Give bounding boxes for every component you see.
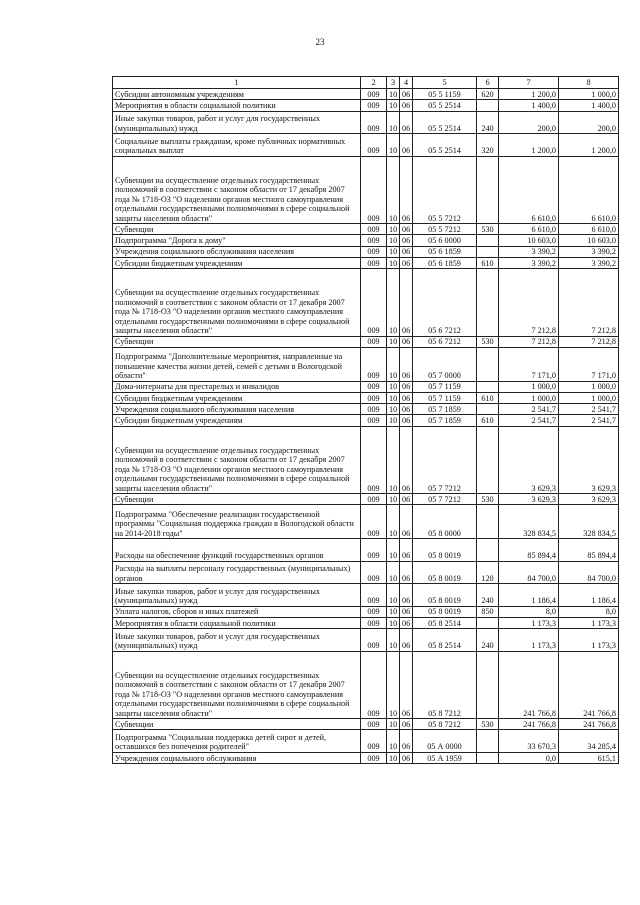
table-body	[113, 89, 619, 764]
row-subsection-cell: 06	[400, 494, 413, 505]
row-name-cell: Субсидии автономным учреждениям	[113, 89, 361, 100]
table-row	[113, 100, 619, 111]
row-expense-type-cell: 530	[477, 719, 499, 730]
row-amount-1-cell: 241 766,8	[499, 719, 559, 730]
row-admin-code-cell: 009	[361, 235, 387, 246]
row-expense-type-cell: 850	[477, 606, 499, 617]
row-expense-type-cell	[477, 269, 499, 337]
row-amount-2-cell: 10 603,0	[559, 235, 619, 246]
row-expense-type-cell	[477, 347, 499, 381]
row-target-code-cell: 05 7 0000	[413, 347, 477, 381]
row-subsection-cell: 06	[400, 224, 413, 235]
row-section-cell: 10	[387, 392, 400, 403]
row-amount-2-cell: 1 000,0	[559, 392, 619, 403]
row-admin-code-cell: 009	[361, 606, 387, 617]
table-row	[113, 752, 619, 763]
row-subsection-cell: 06	[400, 606, 413, 617]
row-section-cell: 10	[387, 246, 400, 257]
row-subsection-cell: 06	[400, 381, 413, 392]
row-target-code-cell: 05 8 0019	[413, 539, 477, 562]
row-expense-type-cell	[477, 426, 499, 494]
row-section-cell: 10	[387, 752, 400, 763]
row-expense-type-cell: 620	[477, 89, 499, 100]
row-name-cell: Расходы на выплаты персоналу государственных (муниципальных) органов	[113, 561, 361, 584]
row-amount-2-cell: 8,0	[559, 606, 619, 617]
row-section-cell: 10	[387, 617, 400, 628]
row-name-cell: Субвенции на осуществление отдельных государственных полномочий в соответствии с законом области от 17 декабря 2007 года № 1718-ОЗ "О наделении органов местного самоуправления отдельными государственными полномочиями в сфере социальной защиты населения области"	[113, 156, 361, 224]
row-target-code-cell: 05 6 7212	[413, 336, 477, 347]
header-cell: 7	[499, 77, 559, 89]
row-name-cell: Субвенции	[113, 719, 361, 730]
row-target-code-cell: 05 5 2514	[413, 100, 477, 111]
table-row	[113, 224, 619, 235]
table-row	[113, 392, 619, 403]
row-target-code-cell: 05 7 1859	[413, 415, 477, 426]
row-expense-type-cell	[477, 156, 499, 224]
row-subsection-cell: 06	[400, 505, 413, 539]
row-amount-1-cell: 84 700,0	[499, 561, 559, 584]
row-target-code-cell: 05 8 7212	[413, 719, 477, 730]
table-row	[113, 134, 619, 157]
row-admin-code-cell: 009	[361, 89, 387, 100]
row-admin-code-cell: 009	[361, 730, 387, 753]
row-name-cell: Учреждения социального обслуживания населения	[113, 404, 361, 415]
row-amount-2-cell: 7 171,0	[559, 347, 619, 381]
row-section-cell: 10	[387, 156, 400, 224]
row-section-cell: 10	[387, 257, 400, 268]
row-target-code-cell: 05 8 0019	[413, 561, 477, 584]
row-target-code-cell: 05 8 7212	[413, 651, 477, 719]
row-amount-1-cell: 3 629,3	[499, 494, 559, 505]
row-amount-2-cell: 1 173,3	[559, 617, 619, 628]
row-target-code-cell: 05 7 7212	[413, 426, 477, 494]
table-row	[113, 404, 619, 415]
row-admin-code-cell: 009	[361, 111, 387, 134]
row-subsection-cell: 06	[400, 651, 413, 719]
row-expense-type-cell: 610	[477, 392, 499, 403]
row-admin-code-cell: 009	[361, 561, 387, 584]
row-subsection-cell: 06	[400, 246, 413, 257]
row-name-cell: Субвенции	[113, 224, 361, 235]
row-expense-type-cell	[477, 617, 499, 628]
row-subsection-cell: 06	[400, 336, 413, 347]
row-amount-1-cell: 6 610,0	[499, 224, 559, 235]
row-expense-type-cell	[477, 246, 499, 257]
row-amount-2-cell: 3 390,2	[559, 257, 619, 268]
row-admin-code-cell: 009	[361, 381, 387, 392]
row-admin-code-cell: 009	[361, 246, 387, 257]
row-expense-type-cell	[477, 100, 499, 111]
row-section-cell: 10	[387, 730, 400, 753]
row-target-code-cell: 05 8 2514	[413, 629, 477, 652]
table-row	[113, 505, 619, 539]
row-subsection-cell: 06	[400, 539, 413, 562]
row-expense-type-cell: 120	[477, 561, 499, 584]
row-expense-type-cell: 320	[477, 134, 499, 157]
row-expense-type-cell	[477, 539, 499, 562]
row-admin-code-cell: 009	[361, 617, 387, 628]
row-admin-code-cell: 009	[361, 392, 387, 403]
row-amount-1-cell: 1 400,0	[499, 100, 559, 111]
row-amount-1-cell: 328 834,5	[499, 505, 559, 539]
row-subsection-cell: 06	[400, 584, 413, 607]
row-subsection-cell: 06	[400, 719, 413, 730]
row-admin-code-cell: 009	[361, 752, 387, 763]
row-subsection-cell: 06	[400, 415, 413, 426]
row-target-code-cell: 05 5 2514	[413, 134, 477, 157]
header-cell: 1	[113, 77, 361, 89]
row-section-cell: 10	[387, 539, 400, 562]
row-target-code-cell: 05 6 1859	[413, 246, 477, 257]
row-amount-2-cell: 2 541,7	[559, 415, 619, 426]
row-name-cell: Субсидии бюджетным учреждениям	[113, 257, 361, 268]
row-subsection-cell: 06	[400, 347, 413, 381]
table-row	[113, 156, 619, 224]
table-row	[113, 719, 619, 730]
row-amount-1-cell: 7 212,8	[499, 269, 559, 337]
table-row	[113, 629, 619, 652]
page-number: 23	[315, 37, 325, 47]
row-section-cell: 10	[387, 381, 400, 392]
row-subsection-cell: 06	[400, 257, 413, 268]
table-row	[113, 257, 619, 268]
row-target-code-cell: 05 6 7212	[413, 269, 477, 337]
row-admin-code-cell: 009	[361, 651, 387, 719]
row-name-cell: Подпрограмма "Социальная поддержка детей сирот и детей, оставшихся без попечения родителей"	[113, 730, 361, 753]
row-name-cell: Иные закупки товаров, работ и услуг для государственных (муниципальных) нужд	[113, 584, 361, 607]
row-name-cell: Учреждения социального обслуживания населения	[113, 246, 361, 257]
row-amount-2-cell: 1 000,0	[559, 89, 619, 100]
row-subsection-cell: 06	[400, 561, 413, 584]
row-section-cell: 10	[387, 426, 400, 494]
row-expense-type-cell	[477, 381, 499, 392]
row-amount-1-cell: 1 173,3	[499, 629, 559, 652]
row-subsection-cell: 06	[400, 752, 413, 763]
table-row	[113, 111, 619, 134]
row-target-code-cell: 05 6 0000	[413, 235, 477, 246]
row-name-cell: Субвенции	[113, 336, 361, 347]
row-admin-code-cell: 009	[361, 336, 387, 347]
row-admin-code-cell: 009	[361, 347, 387, 381]
row-amount-2-cell: 241 766,8	[559, 719, 619, 730]
row-section-cell: 10	[387, 651, 400, 719]
table-header-row	[113, 77, 619, 89]
row-name-cell: Расходы на обеспечение функций государственных органов	[113, 539, 361, 562]
row-admin-code-cell: 009	[361, 100, 387, 111]
row-amount-1-cell: 2 541,7	[499, 404, 559, 415]
row-subsection-cell: 06	[400, 404, 413, 415]
row-amount-2-cell: 1 400,0	[559, 100, 619, 111]
table-row	[113, 494, 619, 505]
row-amount-1-cell: 3 629,3	[499, 426, 559, 494]
row-subsection-cell: 06	[400, 629, 413, 652]
row-target-code-cell: 05 7 1159	[413, 392, 477, 403]
table-row	[113, 336, 619, 347]
row-amount-1-cell: 200,0	[499, 111, 559, 134]
row-amount-2-cell: 1 000,0	[559, 381, 619, 392]
row-amount-2-cell: 1 200,0	[559, 134, 619, 157]
row-name-cell: Дома-интернаты для престарелых и инвалидов	[113, 381, 361, 392]
row-subsection-cell: 06	[400, 156, 413, 224]
row-section-cell: 10	[387, 584, 400, 607]
table-row	[113, 561, 619, 584]
row-name-cell: Мероприятия в области социальной политики	[113, 617, 361, 628]
row-section-cell: 10	[387, 347, 400, 381]
table-row	[113, 246, 619, 257]
row-section-cell: 10	[387, 89, 400, 100]
row-name-cell: Иные закупки товаров, работ и услуг для государственных (муниципальных) нужд	[113, 629, 361, 652]
row-amount-2-cell: 85 894,4	[559, 539, 619, 562]
row-amount-1-cell: 1 000,0	[499, 392, 559, 403]
row-admin-code-cell: 009	[361, 224, 387, 235]
header-cell: 4	[400, 77, 413, 89]
row-amount-2-cell: 3 629,3	[559, 426, 619, 494]
row-section-cell: 10	[387, 561, 400, 584]
row-admin-code-cell: 009	[361, 134, 387, 157]
row-section-cell: 10	[387, 494, 400, 505]
row-target-code-cell: 05 5 7212	[413, 224, 477, 235]
row-target-code-cell: 05 8 0019	[413, 584, 477, 607]
row-amount-1-cell: 6 610,0	[499, 156, 559, 224]
row-section-cell: 10	[387, 719, 400, 730]
row-amount-1-cell: 1 200,0	[499, 134, 559, 157]
row-amount-1-cell: 3 390,2	[499, 246, 559, 257]
row-admin-code-cell: 009	[361, 629, 387, 652]
row-amount-2-cell: 3 390,2	[559, 246, 619, 257]
row-amount-2-cell: 7 212,8	[559, 269, 619, 337]
row-name-cell: Учреждения социального обслуживания	[113, 752, 361, 763]
row-amount-1-cell: 7 171,0	[499, 347, 559, 381]
row-amount-1-cell: 3 390,2	[499, 257, 559, 268]
row-name-cell: Субвенции	[113, 494, 361, 505]
row-admin-code-cell: 009	[361, 719, 387, 730]
row-expense-type-cell: 610	[477, 415, 499, 426]
header-cell: 2	[361, 77, 387, 89]
table-row	[113, 426, 619, 494]
row-amount-1-cell: 8,0	[499, 606, 559, 617]
row-name-cell: Мероприятия в области социальной политики	[113, 100, 361, 111]
table-row	[113, 415, 619, 426]
row-subsection-cell: 06	[400, 269, 413, 337]
row-amount-1-cell: 33 670,3	[499, 730, 559, 753]
row-section-cell: 10	[387, 606, 400, 617]
row-name-cell: Субвенции на осуществление отдельных государственных полномочий в соответствии с законом области от 17 декабря 2007 года № 1718-ОЗ "О наделении органов местного самоуправления отдельными государственными полномочиями в сфере социальной защиты населения области"	[113, 269, 361, 337]
row-section-cell: 10	[387, 505, 400, 539]
row-name-cell: Социальные выплаты гражданам, кроме публичных нормативных социальных выплат	[113, 134, 361, 157]
row-amount-1-cell: 7 212,8	[499, 336, 559, 347]
row-amount-2-cell: 34 285,4	[559, 730, 619, 753]
table-row	[113, 617, 619, 628]
row-name-cell: Подпрограмма "Обеспечение реализации государственной программы "Социальная поддержка граждан в Вологодской области на 2014-2018 годы"	[113, 505, 361, 539]
row-target-code-cell: 05 5 7212	[413, 156, 477, 224]
row-amount-2-cell: 1 173,3	[559, 629, 619, 652]
row-amount-2-cell: 2 541,7	[559, 404, 619, 415]
row-expense-type-cell: 240	[477, 584, 499, 607]
row-admin-code-cell: 009	[361, 426, 387, 494]
table-row	[113, 347, 619, 381]
table-row	[113, 269, 619, 337]
row-expense-type-cell: 240	[477, 111, 499, 134]
budget-table	[112, 76, 619, 764]
table-row	[113, 539, 619, 562]
row-amount-2-cell: 241 766,8	[559, 651, 619, 719]
table-row	[113, 584, 619, 607]
row-admin-code-cell: 009	[361, 539, 387, 562]
row-section-cell: 10	[387, 111, 400, 134]
table-row	[113, 235, 619, 246]
row-amount-1-cell: 241 766,8	[499, 651, 559, 719]
row-amount-2-cell: 1 186,4	[559, 584, 619, 607]
row-section-cell: 10	[387, 224, 400, 235]
row-target-code-cell: 05 8 0000	[413, 505, 477, 539]
row-admin-code-cell: 009	[361, 505, 387, 539]
row-expense-type-cell: 530	[477, 494, 499, 505]
row-target-code-cell: 05 А 1959	[413, 752, 477, 763]
row-subsection-cell: 06	[400, 392, 413, 403]
row-target-code-cell: 05 7 1859	[413, 404, 477, 415]
row-subsection-cell: 06	[400, 730, 413, 753]
header-cell: 5	[413, 77, 477, 89]
row-section-cell: 10	[387, 415, 400, 426]
row-target-code-cell: 05 7 7212	[413, 494, 477, 505]
row-amount-1-cell: 10 603,0	[499, 235, 559, 246]
row-expense-type-cell	[477, 235, 499, 246]
row-subsection-cell: 06	[400, 617, 413, 628]
table-row	[113, 89, 619, 100]
row-expense-type-cell: 240	[477, 629, 499, 652]
row-admin-code-cell: 009	[361, 584, 387, 607]
header-cell: 6	[477, 77, 499, 89]
row-subsection-cell: 06	[400, 134, 413, 157]
header-cell: 3	[387, 77, 400, 89]
row-target-code-cell: 05 5 1159	[413, 89, 477, 100]
row-section-cell: 10	[387, 404, 400, 415]
row-subsection-cell: 06	[400, 235, 413, 246]
row-name-cell: Уплата налогов, сборов и иных платежей	[113, 606, 361, 617]
row-name-cell: Субсидии бюджетным учреждениям	[113, 392, 361, 403]
row-target-code-cell: 05 8 2514	[413, 617, 477, 628]
row-section-cell: 10	[387, 629, 400, 652]
row-section-cell: 10	[387, 134, 400, 157]
row-amount-2-cell: 6 610,0	[559, 156, 619, 224]
row-section-cell: 10	[387, 235, 400, 246]
header-cell: 8	[559, 77, 619, 89]
row-expense-type-cell	[477, 505, 499, 539]
row-amount-1-cell: 0,0	[499, 752, 559, 763]
table-row	[113, 381, 619, 392]
row-subsection-cell: 06	[400, 111, 413, 134]
row-amount-1-cell: 1 200,0	[499, 89, 559, 100]
row-name-cell: Субсидии бюджетным учреждениям	[113, 415, 361, 426]
row-target-code-cell: 05 5 2514	[413, 111, 477, 134]
row-expense-type-cell: 530	[477, 336, 499, 347]
row-name-cell: Субвенции на осуществление отдельных государственных полномочий в соответствии с законом области от 17 декабря 2007 года № 1718-ОЗ "О наделении органов местного самоуправления отдельными государственными полномочиями в сфере социальной защиты населения области"	[113, 651, 361, 719]
row-amount-2-cell: 200,0	[559, 111, 619, 134]
row-admin-code-cell: 009	[361, 156, 387, 224]
row-amount-2-cell: 84 700,0	[559, 561, 619, 584]
row-expense-type-cell	[477, 651, 499, 719]
row-expense-type-cell	[477, 752, 499, 763]
row-admin-code-cell: 009	[361, 269, 387, 337]
table-row	[113, 651, 619, 719]
row-admin-code-cell: 009	[361, 257, 387, 268]
row-expense-type-cell: 530	[477, 224, 499, 235]
row-name-cell: Иные закупки товаров, работ и услуг для государственных (муниципальных) нужд	[113, 111, 361, 134]
row-section-cell: 10	[387, 269, 400, 337]
table-row	[113, 606, 619, 617]
table-row	[113, 730, 619, 753]
row-amount-2-cell: 328 834,5	[559, 505, 619, 539]
row-name-cell: Подпрограмма "Дополнительные мероприятия, направленные на повышение качества жизни детей, семей с детьми в Вологодской области"	[113, 347, 361, 381]
row-amount-1-cell: 2 541,7	[499, 415, 559, 426]
row-name-cell: Субвенции на осуществление отдельных государственных полномочий в соответствии с законом области от 17 декабря 2007 года № 1718-ОЗ "О наделении органов местного самоуправления отдельными государственными полномочиями в сфере социальной защиты населения области"	[113, 426, 361, 494]
row-admin-code-cell: 009	[361, 404, 387, 415]
row-target-code-cell: 05 А 0000	[413, 730, 477, 753]
row-subsection-cell: 06	[400, 89, 413, 100]
row-name-cell: Подпрограмма "Дорога к дому"	[113, 235, 361, 246]
row-section-cell: 10	[387, 336, 400, 347]
row-subsection-cell: 06	[400, 426, 413, 494]
row-amount-2-cell: 615,1	[559, 752, 619, 763]
row-expense-type-cell: 610	[477, 257, 499, 268]
row-target-code-cell: 05 6 1859	[413, 257, 477, 268]
row-subsection-cell: 06	[400, 100, 413, 111]
row-admin-code-cell: 009	[361, 415, 387, 426]
row-admin-code-cell: 009	[361, 494, 387, 505]
row-amount-1-cell: 1 173,3	[499, 617, 559, 628]
row-amount-2-cell: 6 610,0	[559, 224, 619, 235]
row-amount-2-cell: 3 629,3	[559, 494, 619, 505]
row-amount-1-cell: 1 186,4	[499, 584, 559, 607]
row-section-cell: 10	[387, 100, 400, 111]
row-target-code-cell: 05 7 1159	[413, 381, 477, 392]
row-amount-2-cell: 7 212,8	[559, 336, 619, 347]
row-expense-type-cell	[477, 404, 499, 415]
row-amount-1-cell: 85 894,4	[499, 539, 559, 562]
row-amount-1-cell: 1 000,0	[499, 381, 559, 392]
row-expense-type-cell	[477, 730, 499, 753]
row-target-code-cell: 05 8 0019	[413, 606, 477, 617]
